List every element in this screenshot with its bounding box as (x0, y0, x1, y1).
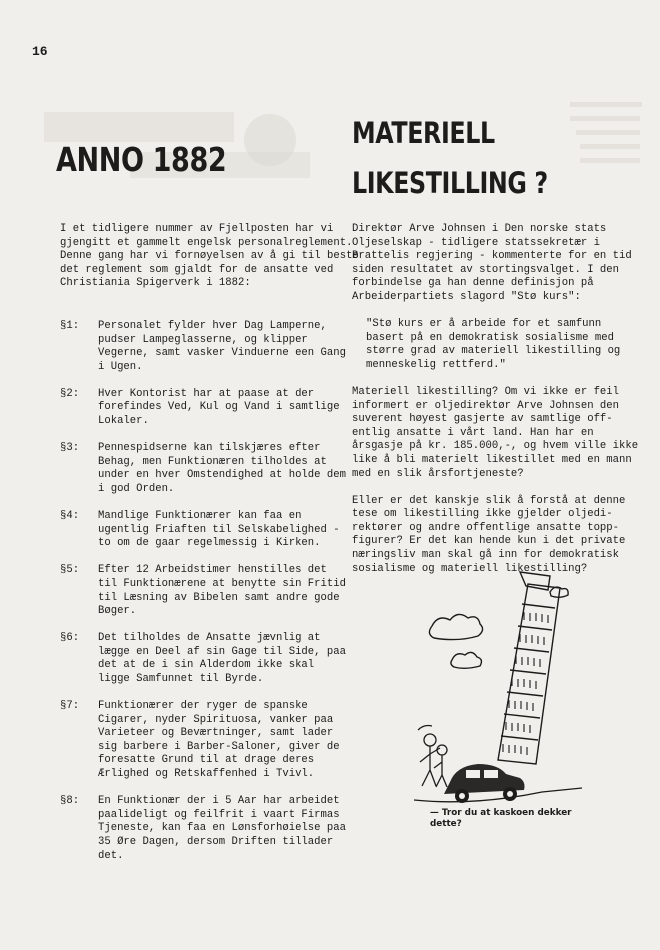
regulation-number: §6: (60, 632, 80, 645)
right-paragraph-3: Eller er det kanskje slik å forstå at denne tese om likestilling ikke gjelder oljedirektører og andre offentlige ansatte toppfigurer? Er det kan hende kun i det private næringsliv man skal gå inn for demokratisk sosialisme og materiell likestilling? (352, 494, 626, 575)
regulation-number: §2: (60, 387, 80, 400)
page-number: 16 (32, 44, 48, 59)
regulation-text: Hver Kontorist har at paase at der forefindes Ved, Kul og Vand i samtlige Lokaler. (98, 387, 340, 428)
regulation-text: Personalet fylder hver Dag Lamperne, pudser Lampeglasserne, og klipper Vegerne, samt vasker Vinduerne een Gang i Ugen. (98, 320, 346, 373)
regulation-number: §3: (60, 442, 80, 455)
regulation-item (60, 510, 350, 551)
regulation-number: §4: (60, 510, 80, 523)
regulation-item (60, 564, 350, 618)
regulation-text: Efter 12 Arbeidstimer henstilles det til Funktionærene at benytte sin Fritid til Læsning av Bibelen samt andre gode Bøger. (98, 564, 346, 618)
regulation-text: Pennespidserne kan tilskjæres efter Behag, men Funktionæren tilholdes at under en hver Omstendighed at holde dem i god Orden. (98, 442, 346, 495)
regulation-text: Funktionærer der ryger de spanske Cigarer, nyder Spirituosa, vanker paa Varieteer og Beværtninger, samt lader sig barbere i Barber-Saloner, giver de foresatte Grund til at drage deres Ærlighed og Retskaffenhed i Tvivl. (98, 700, 340, 781)
right-paragraph-2: Materiell likestilling? Om vi ikke er feil informert er oljedirektør Arve Johnsen den suverent høyest gasjerte av samtlige offentlig ansatte i vårt land. Han har en årsgasje på kr. 185.000,-, og hvem ville ikke like å bli materielt likestillet med en mann med en slik årsfortjeneste? (352, 385, 639, 480)
regulation-number: §8: (60, 795, 80, 808)
regulation-item (60, 795, 350, 863)
regulation-text: En Funktionær der i 5 Aar har arbeidet paalideligt og feilfrit i vaart Firmas Tjeneste, kan faa en Lønsforhøielse paa 35 Øre Dagen, dersom Driften tillader det. (98, 795, 346, 862)
right-quote: "Stø kurs er å arbeide for et samfunn basert på en demokratisk sosialisme med større grad av materiell likestilling og menneskelig rettferd." (366, 318, 621, 371)
regulation-number: §7: (60, 700, 80, 713)
regulation-item (60, 632, 350, 686)
article-title-anno-1882: ANNO 1882 (56, 140, 227, 179)
article-title-line2: LIKESTILLING ? (352, 166, 548, 200)
regulation-item (60, 442, 350, 496)
regulation-item (60, 388, 350, 429)
right-paragraph-intro: Direktør Arve Johnsen i Den norske stats Oljeselskap - tidligere statssekretær i Brattelis regjering - kommenterte for en tid siden resultatet av stortingsvalget. I den forbindelse ga han denne definisjon på Arbeiderpartiets slagord "Stø kurs": (352, 223, 632, 303)
regulation-number: §5: (60, 564, 80, 577)
regulation-item (60, 700, 350, 782)
left-intro-paragraph: I et tidligere nummer av Fjellposten har vi gjengitt et gammelt engelsk personalreglement. Denne gang har vi fornøyelsen av å gi til beste det reglement som gjaldt for de ansatte ved Christiania Spigerverk i 1882: (60, 223, 359, 290)
regulation-item (60, 320, 350, 374)
leaning-tower-cartoon (410, 564, 610, 824)
cartoon-caption: — Tror du at kaskoen dekker dette? (430, 808, 572, 829)
regulation-text: Det tilholdes de Ansatte jævnlig at lægge en Deel af sin Gage til Side, paa det at de i sin Alderdom ikke skal ligge Samfunnet til Byrde. (98, 632, 346, 685)
regulation-text: Mandlige Funktionærer kan faa en ugentlig Friaften til Selskabelighed - to om de gaar regelmessig i Kirken. (98, 510, 340, 550)
regulation-list (60, 320, 350, 877)
right-article-body (352, 223, 642, 590)
regulation-number: §1: (60, 320, 80, 332)
article-title-line1: MATERIELL (352, 116, 495, 150)
